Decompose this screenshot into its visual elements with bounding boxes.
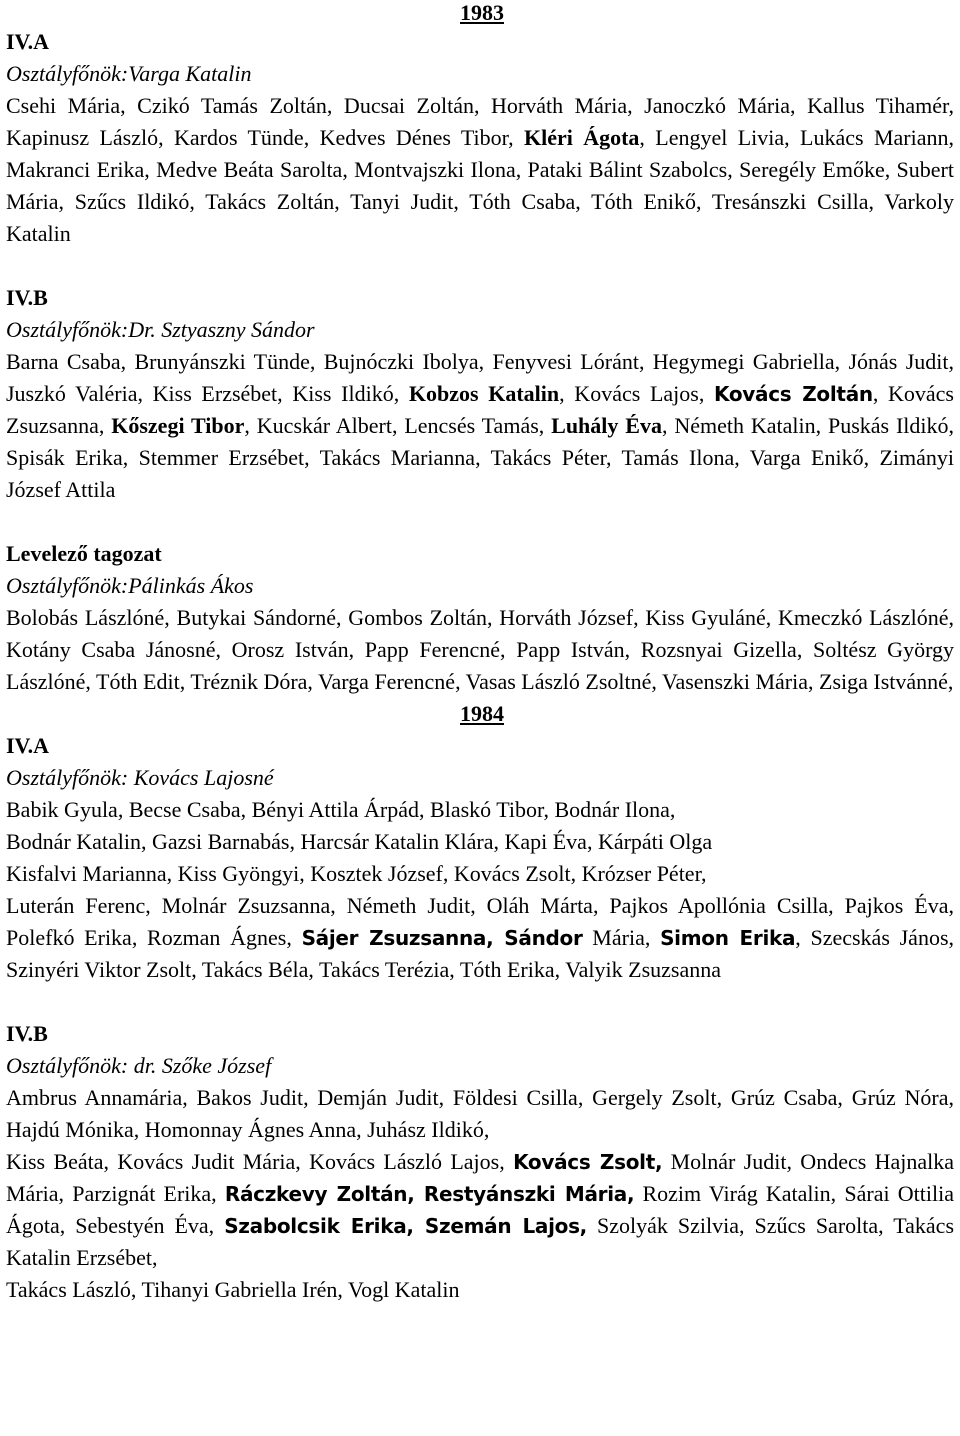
student-list-line: [6, 1274, 954, 1306]
highlighted-name: Kobzos Katalin: [408, 381, 560, 406]
class-teacher-iva-1983: Osztályfőnök:Varga Katalin: [6, 61, 252, 86]
student-list-line: [6, 858, 954, 890]
student-list-iva-1983: [6, 90, 954, 250]
highlighted-name: Kovács Zsolt,: [513, 1150, 663, 1174]
spacer: [6, 506, 954, 538]
class-heading-ivb-1983: IV.B: [6, 285, 48, 310]
name-text: Kisfalvi Marianna, Kiss Gyöngyi, Kosztek József, Kovács Zsolt, Krózser Péter,: [6, 861, 707, 886]
name-text: Szolyák Szilvia, Szűcs Sarolta, Takács Katalin Erzsébet,: [6, 1213, 955, 1270]
name-text: Molnár Judit, Ondecs Hajnalka Mária, Parzignát Erika,: [6, 1149, 955, 1206]
student-list-iva-1984: [6, 794, 954, 986]
name-text: , Kovács Zsuzsanna,: [6, 381, 954, 438]
year-heading-1984: 1984: [460, 701, 504, 726]
name-text: , Kovács Lajos,: [559, 381, 715, 406]
highlighted-name: Kőszegi Tibor: [111, 413, 245, 438]
class-teacher-ivb-1983: Osztályfőnök:Dr. Sztyaszny Sándor: [6, 317, 315, 342]
student-list-ivb-1983: [6, 346, 954, 506]
student-list-correspondence-1983: [6, 602, 954, 698]
student-list-line: [6, 826, 954, 858]
class-teacher-iva-1984: Osztályfőnök: Kovács Lajosné: [6, 765, 274, 790]
name-text: Takács László, Tihanyi Gabriella Irén, Vogl Katalin: [6, 1277, 460, 1302]
highlighted-name: Kléri Ágota: [523, 125, 640, 150]
name-text: , Németh Katalin, Puskás Ildikó, Spisák Erika, Stemmer Erzsébet, Takács Marianna, Takács Péter, Tamás Ilona, Varga Enikő, Zimányi József Attila: [6, 413, 955, 502]
name-text: Ambrus Annamária, Bakos Judit, Demján Judit, Földesi Csilla, Gergely Zsolt, Grúz Csaba, Grúz Nóra, Hajdú Mónika, Homonnay Ágnes Anna, Juhász Ildikó,: [6, 1085, 954, 1142]
name-text: Mária,: [582, 925, 661, 950]
spacer: [6, 250, 954, 282]
name-text: Bodnár Katalin, Gazsi Barnabás, Harcsár Katalin Klára, Kapi Éva, Kárpáti Olga: [6, 829, 713, 854]
student-list-line: [6, 794, 954, 826]
name-text: Csehi Mária, Czikó Tamás Zoltán, Ducsai Zoltán, Horváth Mária, Janoczkó Mária, Kallus Tihamér, Kapinusz László, Kardos Tünde, Kedves Dénes Tibor,: [6, 93, 954, 150]
class-heading-ivb-1984: IV.B: [6, 1021, 48, 1046]
class-heading-iva-1983: IV.A: [6, 29, 50, 54]
highlighted-name: Simon Erika: [660, 926, 796, 950]
name-text: , Szecskás János, Szinyéri Viktor Zsolt, Takács Béla, Takács Terézia, Tóth Erika, Valyik Zsuzsanna: [6, 925, 955, 982]
name-text: Bolobás Lászlóné, Butykai Sándorné, Gombos Zoltán, Horváth József, Kiss Gyuláné, Kmeczkó Lászlóné, Kotány Csaba Jánosné, Orosz István, Papp Ferencné, Papp István, Rozsnyai Gizella, Soltész György Lászlóné, Tóth Edit, Tréznik Dóra, Varga Ferencné, Vasas László Zsoltné, Vasenszki Mária, Zsiga Istvánné,: [6, 605, 954, 694]
student-list-ivb-1984: [6, 1082, 954, 1306]
highlighted-name: Szabolcsik Erika, Szemán Lajos,: [224, 1214, 587, 1238]
highlighted-name: Luhály Éva: [551, 413, 662, 438]
name-text: Luterán Ferenc, Molnár Zsuzsanna, Németh Judit, Oláh Márta, Pajkos Apollónia Csilla, Pajkos Éva, Polefkó Erika, Rozman Ágnes,: [6, 893, 954, 950]
student-list-line: [6, 890, 954, 986]
highlighted-name: Kovács Zoltán: [714, 382, 873, 406]
name-text: Babik Gyula, Becse Csaba, Bényi Attila Árpád, Blaskó Tibor, Bodnár Ilona,: [6, 797, 676, 822]
name-text: Kiss Beáta, Kovács Judit Mária, Kovács László Lajos,: [6, 1149, 514, 1174]
document-page: [6, 0, 954, 1306]
name-text: , Lengyel Livia, Lukács Mariann, Makranci Erika, Medve Beáta Sarolta, Montvajszki Ilona, Pataki Bálint Szabolcs, Seregély Emőke, Subert Mária, Szűcs Ildikó, Takács Zoltán, Tanyi Judit, Tóth Csaba, Tóth Enikő, Tresánszki Csilla, Varkoly Katalin: [6, 125, 954, 246]
year-heading-1983: 1983: [460, 0, 504, 25]
highlighted-name: Ráczkevy Zoltán, Restyánszki Mária,: [224, 1182, 635, 1206]
highlighted-name: Sájer Zsuzsanna, Sándor: [301, 926, 583, 950]
class-teacher-correspondence-1983: Osztályfőnök:Pálinkás Ákos: [6, 573, 254, 598]
name-text: Barna Csaba, Brunyánszki Tünde, Bujnóczki Ibolya, Fenyvesi Lóránt, Hegymegi Gabriella, Jónás Judit, Juszkó Valéria, Kiss Erzsébet, Kiss Ildikó,: [6, 349, 954, 406]
name-text: , Kucskár Albert, Lencsés Tamás,: [244, 413, 552, 438]
student-list-line: [6, 1082, 954, 1146]
student-list-line: [6, 1146, 954, 1274]
name-text: Rozim Virág Katalin, Sárai Ottilia Ágota, Sebestyén Éva,: [6, 1181, 954, 1238]
class-heading-iva-1984: IV.A: [6, 733, 50, 758]
spacer: [6, 986, 954, 1018]
class-teacher-ivb-1984: Osztályfőnök: dr. Szőke József: [6, 1053, 272, 1078]
class-heading-correspondence-1983: Levelező tagozat: [6, 541, 162, 566]
